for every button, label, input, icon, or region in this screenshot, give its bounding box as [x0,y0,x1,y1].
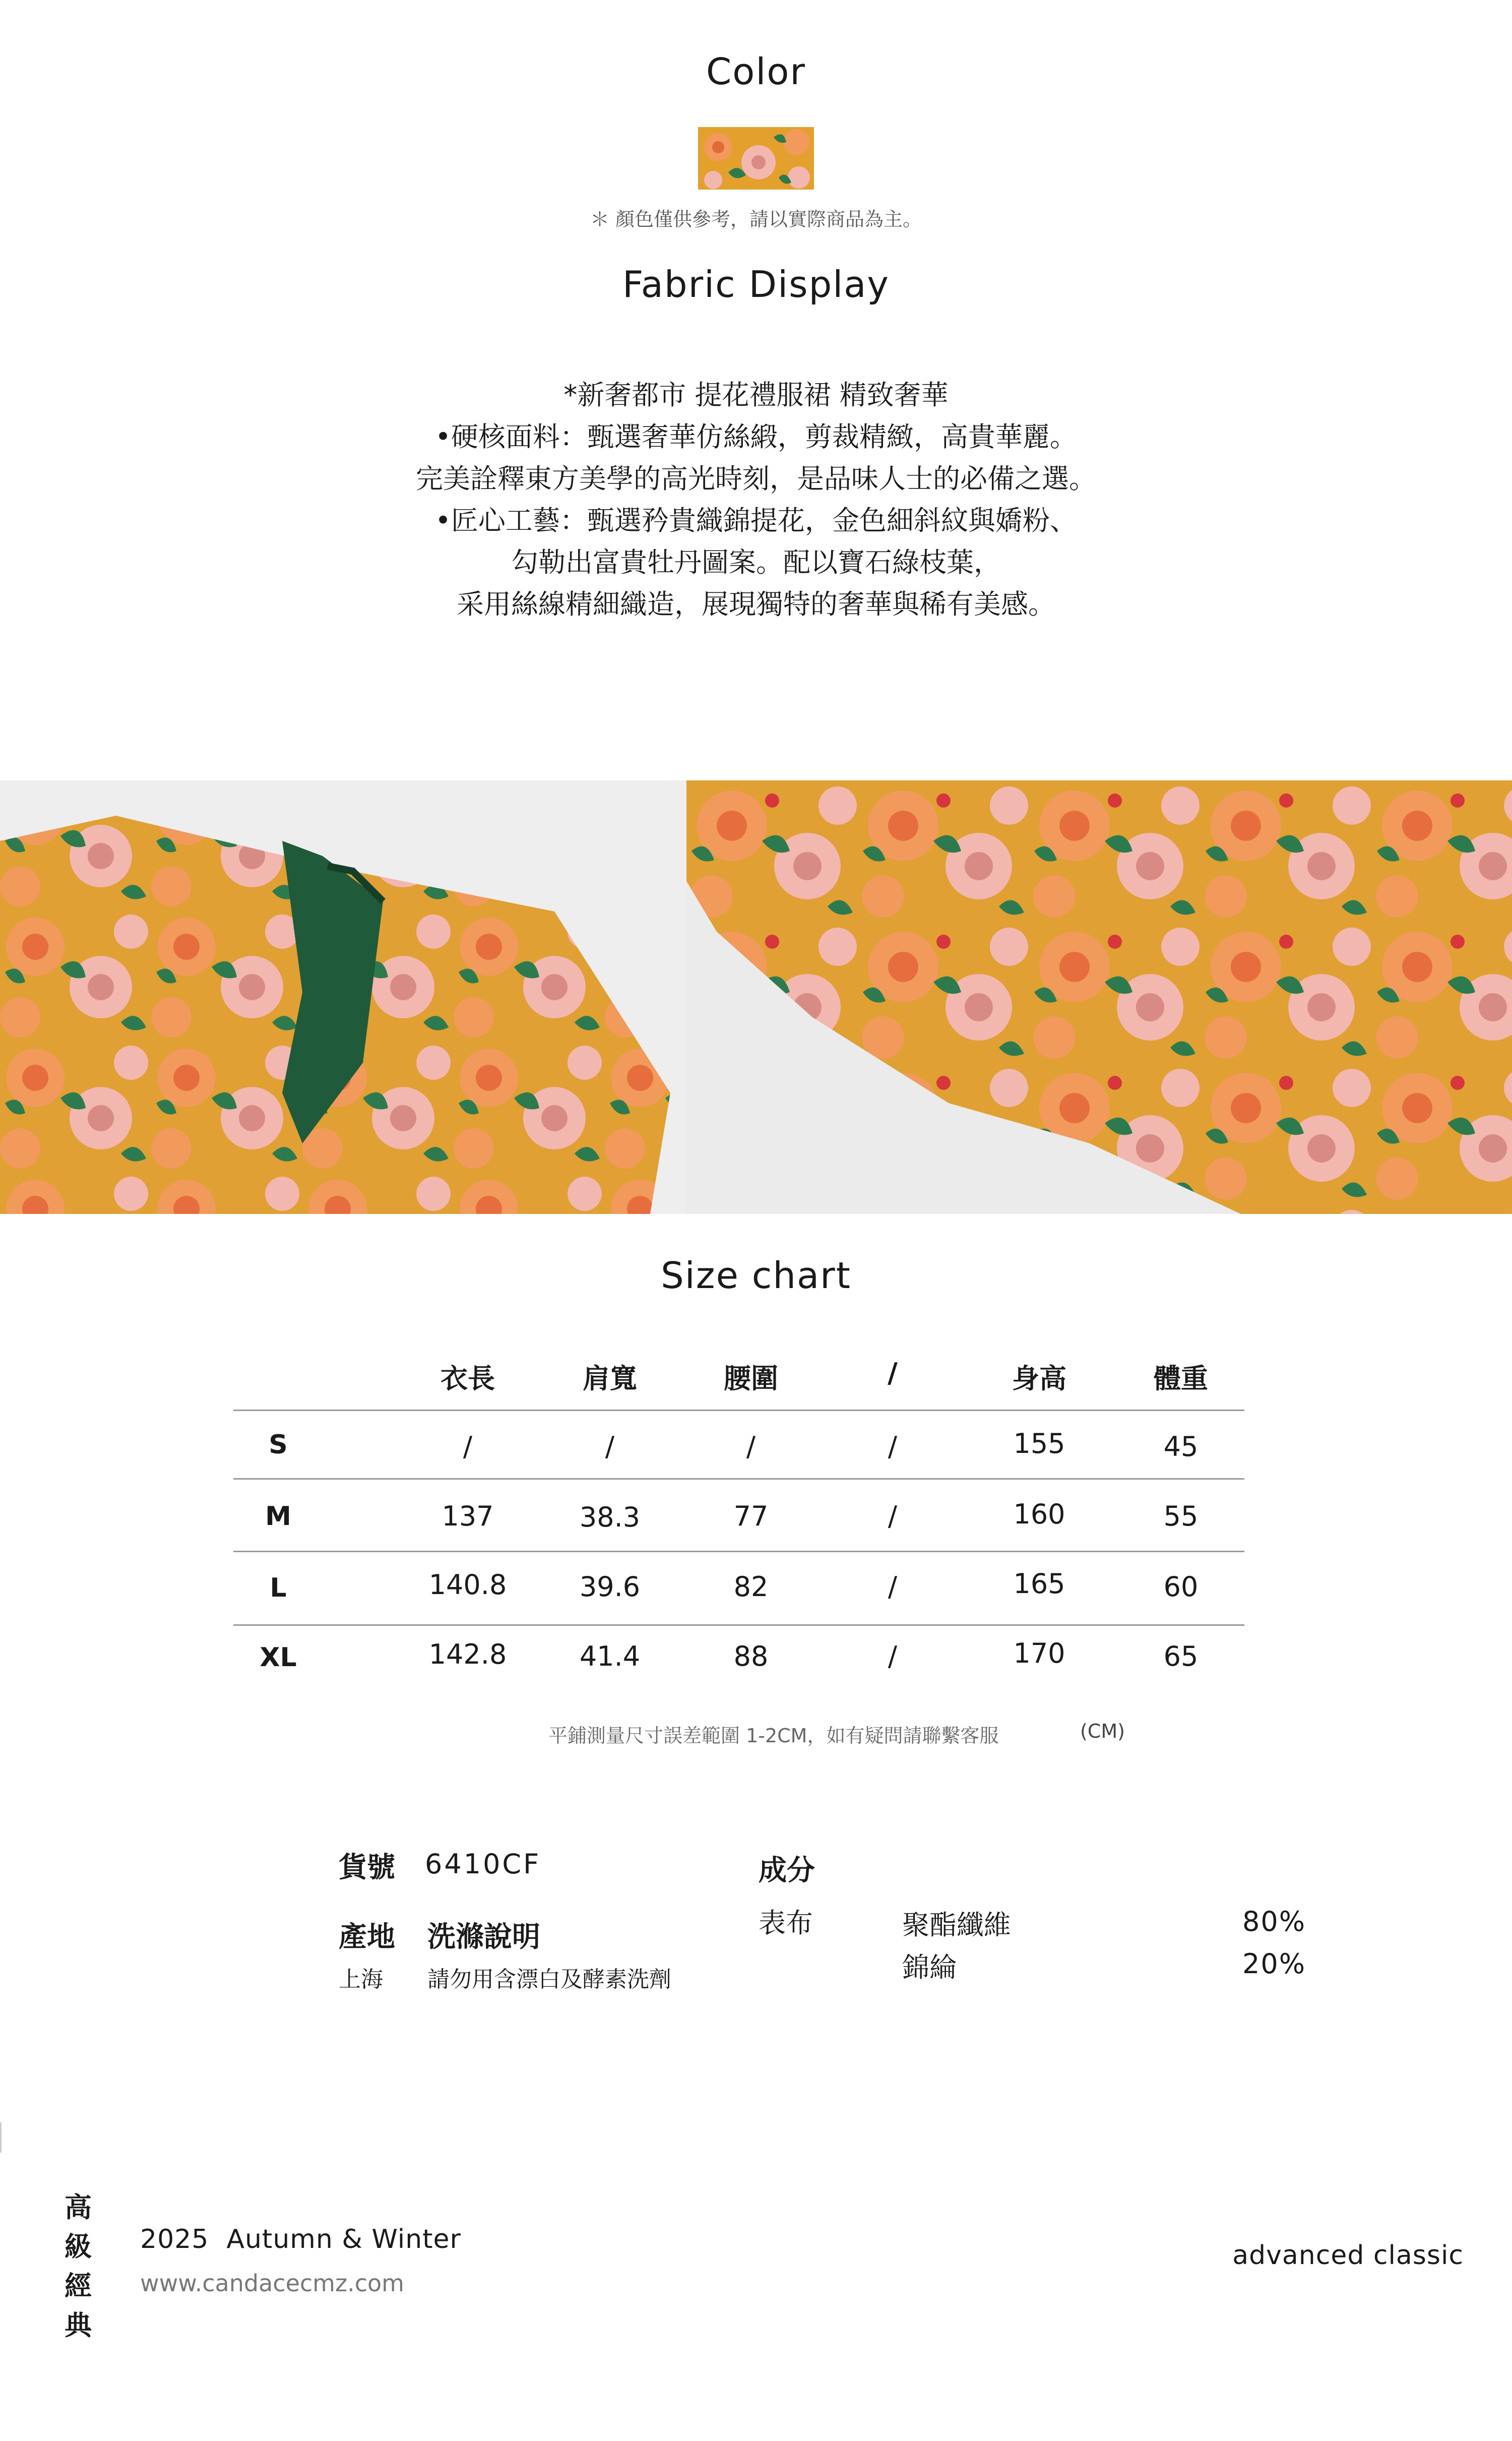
table-cell: / [605,1431,615,1462]
header-slash: / [888,1357,898,1389]
size-label: L [270,1573,287,1603]
table-cell: 82 [733,1571,769,1603]
table-cell: / [746,1431,756,1462]
table-cell: / [888,1571,898,1603]
table-cell: 140.8 [428,1569,507,1601]
table-cell: 88 [733,1640,769,1672]
material-percent: 20% [1242,1948,1306,1980]
size-chart-note: 平鋪測量尺寸誤差範圍 1-2CM，如有疑問請聯繫客服 [548,1725,999,1747]
size-chart-title: Size chart [661,1254,851,1297]
footer-vertical-text [60,2188,96,2345]
color-swatch[interactable] [698,127,814,190]
vertical-char: 經 [65,2270,92,2302]
vertical-char: 高 [65,2191,92,2223]
size-label: XL [260,1642,297,1673]
table-cell: / [463,1431,473,1462]
table-cell: / [888,1500,898,1532]
size-label: M [265,1501,291,1532]
origin-value: 上海 [339,1967,383,1992]
fabric-label: 表布 [759,1907,813,1939]
table-cell: / [888,1431,898,1462]
table-cell: 45 [1163,1431,1199,1462]
footer-website-link[interactable]: www.candacecmz.com [140,2270,404,2297]
composition-label: 成分 [759,1854,815,1887]
header-weight: 體重 [1154,1363,1208,1394]
table-cell: 39.6 [579,1571,641,1603]
table-cell: 160 [1013,1498,1065,1530]
fabric-description [0,374,1512,625]
table-cell: 65 [1163,1640,1199,1672]
color-title: Color [706,50,806,93]
origin-label: 產地 [339,1921,395,1954]
table-divider [233,1624,1244,1626]
desc-line: *新奢都市 提花禮服裙 精致奢華 [563,379,949,411]
footer-season: 2025 Autumn & Winter [140,2224,461,2254]
table-cell: 137 [442,1500,494,1532]
table-cell: 165 [1013,1568,1065,1600]
edge-mark [0,2122,2,2153]
material-percent: 80% [1242,1906,1306,1937]
desc-line: 完美詮釋東方美學的高光時刻，是品味人士的必備之選。 [416,463,1096,495]
header-length: 衣長 [440,1363,495,1394]
wash-value: 請勿用含漂白及酵素洗劑 [427,1967,671,1992]
item-no-label: 貨號 [339,1851,395,1884]
table-cell: 38.3 [579,1501,641,1533]
item-no: 6410CF [425,1848,541,1880]
size-chart-unit: (CM) [1080,1720,1125,1742]
desc-line: •硬核面料：甄選奢華仿絲緞，剪裁精緻，高貴華麗。 [435,421,1077,453]
fabric-photo-collar [0,780,686,1214]
table-cell: 77 [733,1500,769,1532]
color-note: ＊ 顏色僅供參考，請以實際商品為主。 [590,208,922,230]
material-name: 錦綸 [902,1951,957,1983]
table-cell: 155 [1013,1428,1065,1459]
footer-tagline: advanced classic [1232,2240,1464,2271]
desc-line: 采用絲線精細織造，展現獨特的奢華與稀有美感。 [457,588,1055,620]
wash-label: 洗滌說明 [427,1921,540,1954]
vertical-char: 典 [65,2309,92,2341]
vertical-char: 級 [65,2231,92,2263]
desc-line: 勾勒出富貴牡丹圖案。配以寶石綠枝葉， [511,546,1001,578]
desc-line: •匠心工藝：甄選矜貴織錦提花，金色細斜紋與嬌粉、 [435,505,1077,536]
table-divider [233,1410,1244,1411]
table-divider [233,1478,1244,1480]
header-height: 身高 [1012,1363,1066,1394]
table-cell: 41.4 [579,1640,641,1672]
material-name: 聚酯纖維 [902,1909,1011,1941]
table-cell: 142.8 [428,1638,507,1670]
header-shoulder: 肩寬 [583,1363,637,1394]
table-cell: 170 [1013,1637,1065,1669]
table-cell: 60 [1163,1571,1199,1603]
fabric-title: Fabric Display [622,263,890,306]
fabric-photo-sleeve [686,780,1512,1214]
table-divider [233,1551,1244,1552]
table-cell: 55 [1163,1500,1199,1532]
header-waist: 腰圍 [724,1363,778,1394]
size-label: S [269,1430,288,1460]
table-cell: / [888,1640,898,1672]
